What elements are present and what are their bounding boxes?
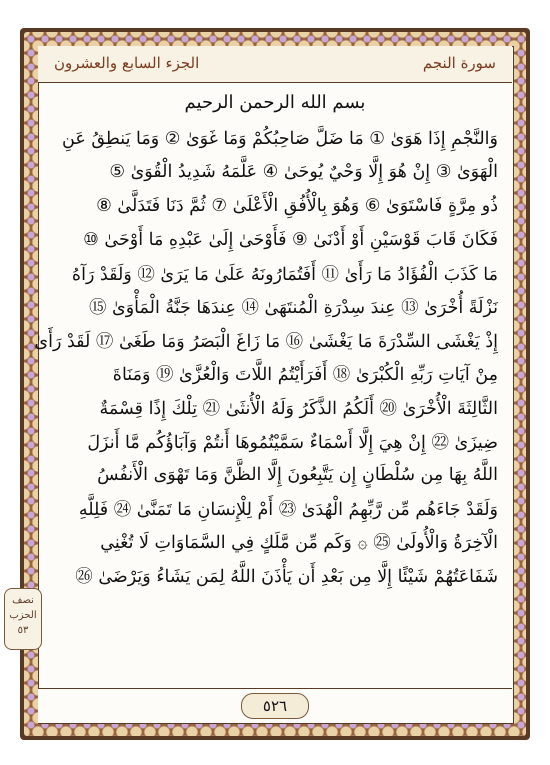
hizb-label-half: نصف [12,595,34,606]
hizb-label: الحزب [9,610,37,621]
verse-line: وَالنَّجْمِ إِذَا هَوَىٰ ① مَا ضَلَّ صَاحِبُكُمْ وَمَا غَوَىٰ ② وَمَا يَنطِقُ عَنِ [62,128,498,149]
verse-line: فَكَانَ قَابَ قَوْسَيْنِ أَوْ أَدْنَىٰ ⑨ فَأَوْحَىٰ إِلَىٰ عَبْدِهِ مَا أَوْحَىٰ ⑩ [83,229,498,250]
verse-line: شَفَاعَتُهُمْ شَيْئًا إِلَّا مِن بَعْدِ أَن يَأْذَنَ اللَّهُ لِمَن يَشَاءُ وَيَرْضَىٰ ㉖ [75,567,498,588]
hizb-number: ٥٣ [17,625,29,636]
verse-line: الثَّالِثَةَ الْأُخْرَىٰ ⑳ أَلَكُمُ الذَّكَرُ وَلَهُ الْأُنثَىٰ ㉑ تِلْكَ إِذًا قِسْمَةٌ [99,399,498,420]
verse-line: وَلَقَدْ جَاءَهُم مِّن رَّبِّهِمُ الْهُدَىٰ ㉓ أَمْ لِلْإِنسَانِ مَا تَمَنَّىٰ ㉔ فَلِلَّهِ [78,499,498,520]
verse-line: اللَّهُ بِهَا مِن سُلْطَانٍ إِن يَتَّبِعُونَ إِلَّا الظَّنَّ وَمَا تَهْوَى الْأَنفُسُ [97,464,498,485]
juz-title: الجزء السابع والعشرون [54,54,200,72]
verse-line: مَا كَذَبَ الْفُؤَادُ مَا رَأَىٰ ⑪ أَفَتُمَارُونَهُ عَلَىٰ مَا يَرَىٰ ⑫ وَلَقَدْ رَآهُ [71,264,498,285]
surah-title: سورة النجم [422,54,496,72]
verse-line: إِذْ يَغْشَى السِّدْرَةَ مَا يَغْشَىٰ ⑯ مَا زَاغَ الْبَصَرُ وَمَا طَغَىٰ ⑰ لَقَدْ رَأَىٰ [34,331,498,352]
basmala: بسم الله الرحمن الرحيم [184,92,366,113]
page-number: ٥٢٦ [241,693,309,719]
verse-line: مِنْ آيَاتِ رَبِّهِ الْكُبْرَىٰ ⑱ أَفَرَأَيْتُمُ اللَّاتَ وَالْعُزَّىٰ ⑲ وَمَنَاةَ [112,365,498,386]
verse-line: الْهَوَىٰ ③ إِنْ هُوَ إِلَّا وَحْيٌ يُوحَىٰ ④ عَلَّمَهُ شَدِيدُ الْقُوَىٰ ⑤ [109,162,498,183]
verse-line: نَزْلَةً أُخْرَىٰ ⑬ عِندَ سِدْرَةِ الْمُنتَهَىٰ ⑭ عِندَهَا جَنَّةُ الْمَأْوَىٰ ⑮ [88,298,498,319]
verse-line: الْآخِرَةُ وَالْأُولَىٰ ㉕ ۞ وَكَم مِّن مَّلَكٍ فِي السَّمَاوَاتِ لَا تُغْنِي [100,533,498,554]
verse-line: ضِيزَىٰ ㉒ إِنْ هِيَ إِلَّا أَسْمَاءٌ سَمَّيْتُمُوهَا أَنتُمْ وَآبَاؤُكُم مَّا أَنزَلَ [87,432,498,453]
verse-block [34,122,498,592]
verse-line: ذُو مِرَّةٍ فَاسْتَوَىٰ ⑥ وَهُوَ بِالْأُفُقِ الْأَعْلَىٰ ⑦ ثُمَّ دَنَا فَتَدَلَّىٰ ⑧ [96,195,498,216]
page-footer [38,688,512,723]
hizb-marker [4,588,42,650]
page-header [38,46,512,83]
